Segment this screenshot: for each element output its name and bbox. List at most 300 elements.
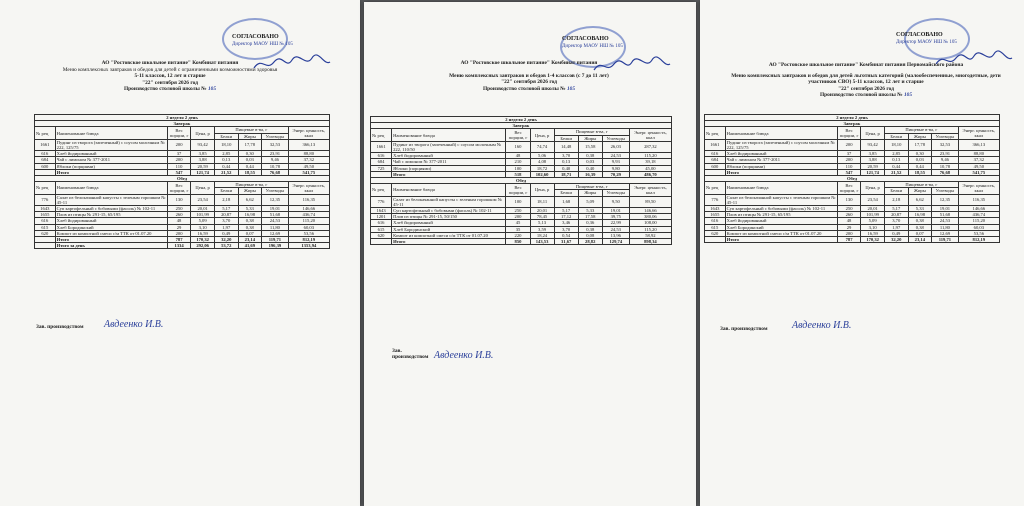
week-label: 2 неделя 2 день [371,117,672,123]
table-cell: 620 [35,230,56,236]
dish-name: Компот из компотной смеси с/м ТТК от 01.07.20 [55,230,167,236]
dish-name: Хлеб йодированный [392,153,506,159]
school-number: 105 [207,86,217,93]
total-row [705,237,1000,243]
table-cell: 725 [371,165,392,171]
table-cell: 2,85 [214,151,238,157]
table-cell: 5,17 [884,206,908,212]
table-cell: 2,85 [884,151,908,157]
table-cell: 3,88 [191,157,215,163]
table-cell: 260 [167,212,191,218]
table-cell: 776 [371,196,392,207]
table-cell: 22,99 [602,220,629,226]
table-cell: 1661 [371,141,392,152]
menu-date: "22" сентября 2026 год [838,85,894,92]
col-header-dish: Наименование блюда [392,129,506,141]
production-line: Производство столовой школы № 105 [819,92,913,99]
total-value: 486,70 [629,171,671,177]
total-row [371,239,672,245]
dish-name: Салат из белокачанной капусты с зеленым горошком № 45-11 [56,194,166,205]
table-cell: 20,01 [861,206,885,212]
col-header-fat: Жиры [238,188,262,194]
table-cell: 39,18 [629,159,671,165]
table-cell: 366,13 [958,139,999,150]
col-header-weight: Вес порции, г [837,127,861,139]
table-cell: 29 [837,224,861,230]
table-cell: 10,78 [262,163,289,169]
table-cell: 0,07 [908,230,932,236]
total-value: 18,71 [554,171,578,177]
menu-subtitle: 5-11 классов, 12 лет и старше [134,73,206,80]
dish-name: Плов из птицы № 291-15, 65/195 [725,212,837,218]
table-cell: 0,38 [908,218,932,224]
col-header-protein: Белки [884,188,908,194]
table-cell: 101,99 [861,212,885,218]
dish-name: Хлеб йодированный [392,220,506,226]
table-cell [371,239,392,245]
total-value: 21,52 [884,169,908,175]
table-cell: 19,01 [602,208,629,214]
table-cell: 19,01 [262,206,289,212]
table-cell: 436,74 [288,212,329,218]
table-cell: 51,68 [262,212,289,218]
col-header-nutrients: Пищевые в-ва, г [214,182,288,188]
table-cell: 0,38 [238,218,262,224]
table-row [35,194,330,205]
meal-name: Обед [705,176,1000,182]
col-header-dish: Наименование блюда [55,127,167,139]
table-cell: 9,46 [932,157,959,163]
table-cell: 146,66 [958,206,999,212]
col-header-fat: Жиры [578,135,602,141]
table-cell: 6,62 [908,194,932,205]
total-label: Итого [392,171,506,177]
col-header-price: Цена, р [861,127,885,139]
production-line: Производство столовой школы № 105 [123,86,217,93]
table-cell: 3,70 [884,218,908,224]
meal-name: Обед [371,178,672,184]
table-cell: 250 [506,208,530,214]
col-header-carbs: Углеводы [602,190,629,196]
dish-name: Яблоки (порциями) [55,163,167,169]
table-cell: 18,72 [530,165,554,171]
table-cell: 0,40 [554,165,578,171]
total-value: 23,14 [238,237,262,243]
footer-label: Зав. производством [36,324,84,330]
table-cell: 5,09 [191,218,215,224]
total-value: 547 [837,169,861,175]
grand-total-value: 53,72 [214,243,238,249]
table-cell: 600 [35,163,56,169]
table-cell: 5,33 [578,208,602,214]
table-cell: 48 [837,218,861,224]
dish-name: Яблоки (порциями) [392,165,506,171]
total-value: 23,14 [908,237,932,243]
table-cell: 23,91 [262,151,289,157]
table-cell: 0,30 [238,151,262,157]
table-row [705,194,1000,205]
org-title: АО "Ростовское школьное питание" Комбинат питания Первомайского района [768,62,964,68]
approved-label: СОГЛАСОВАНО [896,32,943,38]
table-cell: 3,88 [861,157,885,163]
table-cell: 5,09 [578,196,602,207]
table-cell: 116,35 [958,194,999,205]
total-value: 547 [167,169,191,175]
grand-total-value: 1334 [167,243,191,249]
table-cell: 9,80 [602,165,629,171]
table-cell: 0,44 [908,163,932,169]
col-header-protein: Белки [214,133,238,139]
table-cell: 19,01 [932,206,959,212]
total-value: 102,60 [530,171,554,177]
table-cell: 3,10 [191,224,215,230]
total-value: 143,53 [530,239,554,245]
col-header-energy: Энерг. ценность, ккал [288,127,329,139]
table-cell: 684 [705,157,726,163]
table-cell: 58,92 [629,232,671,238]
total-value: 787 [837,237,861,243]
dish-name: Салат из белокачанной капусты с зеленым горошком № 45-11 [726,194,836,205]
table-cell: 0,44 [214,163,238,169]
meal-name: Завтрак [35,121,330,127]
table-cell: 380,06 [629,214,671,220]
col-header-no: № рец [35,127,56,139]
table-cell: 1,68 [554,196,578,207]
stamp-text: Директор МАОУ НШ № 105 [562,44,623,49]
table-cell: 53,56 [958,230,999,236]
table-cell: 1655 [705,212,726,218]
table-cell: 620 [371,232,392,238]
dish-name: Суп картофельный с бобовыми (фасоль) № 102-11 [55,206,167,212]
org-title: АО "Ростовское школьное питание" Комбинат питания [460,60,598,66]
table-cell: 9,93 [602,159,629,165]
table-cell: 0,03 [578,159,602,165]
table-cell: 3,85 [861,151,885,157]
table-cell: 115,20 [288,218,329,224]
table-cell: 12,35 [932,194,959,205]
col-header-protein: Белки [554,135,578,141]
table-cell: 17,78 [908,139,932,150]
table-cell: 200 [167,139,191,150]
col-header-carbs: Углеводы [602,135,629,141]
col-header-no: № рец [35,182,56,194]
dish-name: Компот из компотной смеси с/м ТТК от 01.07.20 [725,230,837,236]
dish-name: Хлеб йодированный [725,151,837,157]
footer-label: Зав. производством [392,348,429,360]
total-value: 70,29 [602,171,629,177]
table-cell: 0,07 [238,230,262,236]
table-cell: 26,03 [602,141,629,152]
table-cell: 37 [837,151,861,157]
table-cell: 17,78 [238,139,262,150]
table-cell: 3,46 [554,220,578,226]
table-cell: 100 [506,196,530,207]
table-cell: 3,70 [214,218,238,224]
table-cell: 48 [506,153,530,159]
table-cell: 60,03 [288,224,329,230]
table-cell: 20,59 [861,163,885,169]
table-row [371,141,672,152]
stamp-text: Директор МАОУ НШ № 105 [896,40,957,45]
table-cell: 18,24 [530,232,554,238]
menu-sheet-3 [700,0,1024,506]
col-header-protein: Белки [554,190,578,196]
table-cell: 0,49 [884,230,908,236]
table-cell: 200 [837,230,861,236]
week-label: 2 неделя 2 день [705,115,1000,121]
table-cell: 616 [705,151,726,157]
dish-name: Пудинг из творога (запеченный) с соусом молочным № 222, 125/75 [725,139,837,150]
table-cell: 615 [35,224,56,230]
table-cell: 48 [167,218,191,224]
col-header-no: № рец [705,182,726,194]
col-header-price: Цена, р [861,182,885,194]
col-header-protein: Белки [884,133,908,139]
table-cell: 18,10 [884,139,908,150]
col-header-dish: Наименование блюда [392,184,506,196]
approved-label: СОГЛАСОВАНО [232,34,279,40]
total-value: 28,82 [578,239,602,245]
table-cell: 9,50 [602,196,629,207]
dish-name: Пудинг из творога (запеченный) с соусом молочным № 222, 125/75 [55,139,167,150]
col-header-nutrients: Пищевые в-ва, г [884,182,958,188]
col-header-weight: Вес порции, г [837,182,861,194]
table-cell: 210 [506,159,530,165]
table-cell: 45,00 [629,165,671,171]
total-value: 170,32 [861,237,885,243]
table-cell: 1661 [35,139,56,150]
total-value: 898,34 [629,239,671,245]
sheet-header [394,60,664,92]
footer-label: Зав. производством [720,326,768,332]
table-cell: 49,50 [288,163,329,169]
table-cell: 100 [506,165,530,171]
grand-total-row [35,243,330,249]
table-cell: 200 [837,157,861,163]
total-value: 18,55 [908,169,932,175]
table-cell: 39,75 [602,214,629,220]
total-value: 32,20 [214,237,238,243]
org-title: АО "Ростовское школьное питание" Комбинат питания [101,60,239,66]
col-header-no: № рец [371,129,392,141]
table-cell: 20,87 [214,212,238,218]
table-cell: 93,42 [861,139,885,150]
stamp-text: Директор МАОУ НШ № 105 [232,42,293,47]
total-value: 121,74 [861,169,885,175]
table-cell: 29 [167,224,191,230]
table-cell: 615 [705,224,726,230]
chef-signature: Авдеенко И.В. [792,320,852,331]
menu-date: "22" сентября 2026 год [501,79,557,86]
dish-name: Чай с лимоном № 377-2011 [725,157,837,163]
week-label: 2 неделя 2 день [35,115,330,121]
table-cell [35,243,56,249]
table-cell: 616 [371,220,392,226]
table-cell: 436,74 [958,212,999,218]
table-cell: 200 [167,157,191,163]
dish-name: Плов из птицы № 291-15, 50/150 [392,214,506,220]
dish-name: Салат из белокачанной капусты с зеленым горошком № 45-11 [392,196,506,207]
table-cell: 160 [506,141,530,152]
col-header-price: Цена, р [191,182,215,194]
total-value: 121,74 [191,169,215,175]
dish-name: Пудинг из творога (запеченный) с соусом молочным № 222, 110/50 [392,141,506,152]
table-cell: 146,66 [288,206,329,212]
table-cell: 51,68 [932,212,959,218]
table-cell: 620 [705,230,726,236]
table-cell: 23,54 [861,194,885,205]
total-value: 76,68 [932,169,959,175]
table-cell: 684 [35,157,56,163]
table-cell: 600 [705,163,726,169]
total-value: 850 [506,239,530,245]
table-cell: 5,06 [530,153,554,159]
table-cell: 5,17 [214,206,238,212]
table-cell: 108,00 [629,220,671,226]
menu-title: Меню комплексных завтраков и обедов 1-4 классов (с 7 до 11 лет) [449,72,609,79]
table-cell: 1643 [371,208,392,214]
grand-total-value: 292,06 [191,243,215,249]
col-header-carbs: Углеводы [262,133,289,139]
table-cell: 2,18 [214,194,238,205]
table-cell: 130 [167,194,191,205]
school-number: 105 [566,85,576,92]
dish-name: Компот из компотной смеси с/м ТТК от 01.07.20 [392,232,506,238]
grand-total-value: 1353,94 [288,243,329,249]
sheet-header [40,60,300,93]
table-cell: 616 [371,153,392,159]
table-cell: 6,62 [238,194,262,205]
total-value: 16,39 [578,171,602,177]
table-cell: 32,53 [262,139,289,150]
table-cell: 12,69 [262,230,289,236]
table-cell: 89,50 [629,196,671,207]
col-header-nutrients: Пищевые в-ва, г [884,127,958,133]
table-cell: 366,13 [288,139,329,150]
total-value: 119,71 [932,237,959,243]
menu-title: Меню комплексных завтраков и обедов для детей с ограниченными возможностями здоровья [62,66,278,73]
table-cell: 16,59 [191,230,215,236]
table-cell: 0,38 [238,224,262,230]
table-cell: 0,30 [908,151,932,157]
table-cell: 0,03 [238,157,262,163]
table-cell: 24,53 [262,218,289,224]
chef-signature: Авдеенко И.В. [104,319,164,330]
menu-table [34,114,330,249]
table-cell: 776 [705,194,726,205]
table-cell: 0,03 [908,157,932,163]
dish-name: Чай с лимоном № 377-2011 [55,157,167,163]
table-cell: 0,40 [578,165,602,171]
table-cell: 0,08 [578,232,602,238]
table-cell: 1,97 [884,224,908,230]
table-cell: 1,97 [214,224,238,230]
table-cell: 24,53 [602,153,629,159]
meal-name: Завтрак [705,121,1000,127]
col-header-weight: Вес порции, г [506,129,530,141]
table-cell: 115,20 [958,218,999,224]
table-cell: 93,42 [191,139,215,150]
table-cell: 4,08 [530,159,554,165]
table-cell: 260 [837,212,861,218]
approved-label: СОГЛАСОВАНО [562,36,609,42]
table-cell: 3,85 [191,151,215,157]
meal-name: Завтрак [371,123,672,129]
col-header-carbs: Углеводы [932,188,959,194]
col-header-energy: Энерг. ценность, ккал [958,182,999,194]
table-cell: 16,98 [238,212,262,218]
table-cell: 776 [35,194,56,205]
col-header-price: Цена, р [530,184,554,196]
col-header-price: Цена, р [191,127,215,139]
table-cell: 200 [837,139,861,150]
table-cell: 37,32 [958,157,999,163]
chef-signature: Авдеенко И.В. [434,350,494,361]
table-cell: 88,80 [288,151,329,157]
total-value: 76,68 [262,169,289,175]
dish-name: Хлеб Бородинский [725,224,837,230]
table-cell: 0,49 [214,230,238,236]
table-cell: 616 [705,218,726,224]
table-row [371,196,672,207]
dish-name: Чай с лимоном № 377-2011 [392,159,506,165]
table-cell: 0,38 [908,224,932,230]
table-cell: 3,70 [554,226,578,232]
menu-table [370,116,672,245]
table-cell: 20,87 [884,212,908,218]
table-cell: 60,03 [958,224,999,230]
menu-sheet-1 [0,0,360,506]
table-cell: 78,45 [530,214,554,220]
col-header-carbs: Углеводы [262,188,289,194]
table-cell: 5,33 [238,206,262,212]
table-cell: 0,38 [578,226,602,232]
table-cell: 17,58 [578,214,602,220]
col-header-energy: Энерг. ценность, ккал [629,184,671,196]
col-header-nutrients: Пищевые в-ва, г [554,184,629,190]
table-cell: 616 [35,218,56,224]
menu-table [704,114,1000,243]
col-header-weight: Вес порции, г [167,127,191,139]
table-cell: 23,54 [191,194,215,205]
menu-sheet-2 [364,2,696,506]
table-cell: 74,74 [530,141,554,152]
table-cell: 616 [35,151,56,157]
table-cell: 14,48 [554,141,578,152]
menu-date: "22" сентября 2026 год [142,79,198,86]
col-header-dish: Наименование блюда [55,182,167,194]
table-cell: 49,50 [958,163,999,169]
total-value: 18,55 [238,169,262,175]
table-cell: 0,38 [578,153,602,159]
table-cell: 110 [837,163,861,169]
dish-name: Хлеб йодированный [725,218,837,224]
dish-name: Яблоки (порциями) [725,163,837,169]
table-cell: 1201 [371,214,392,220]
col-header-fat: Жиры [908,133,932,139]
col-header-no: № рец [371,184,392,196]
menu-title: Меню комплексных завтраков и обедов для детей льготных категорий (малообеспеченные, многодетные, дети участников СВО) 5-11 классов, 12 лет и старше [731,72,1001,86]
table-cell: 115,20 [629,153,671,159]
table-cell: 5,13 [530,220,554,226]
table-cell: 220 [506,232,530,238]
total-label: Итого [55,169,167,175]
grand-total-value: 196,39 [262,243,289,249]
col-header-fat: Жиры [908,188,932,194]
table-cell: 3,59 [530,226,554,232]
col-header-dish: Наименование блюда [725,182,837,194]
table-cell: 146,66 [629,208,671,214]
